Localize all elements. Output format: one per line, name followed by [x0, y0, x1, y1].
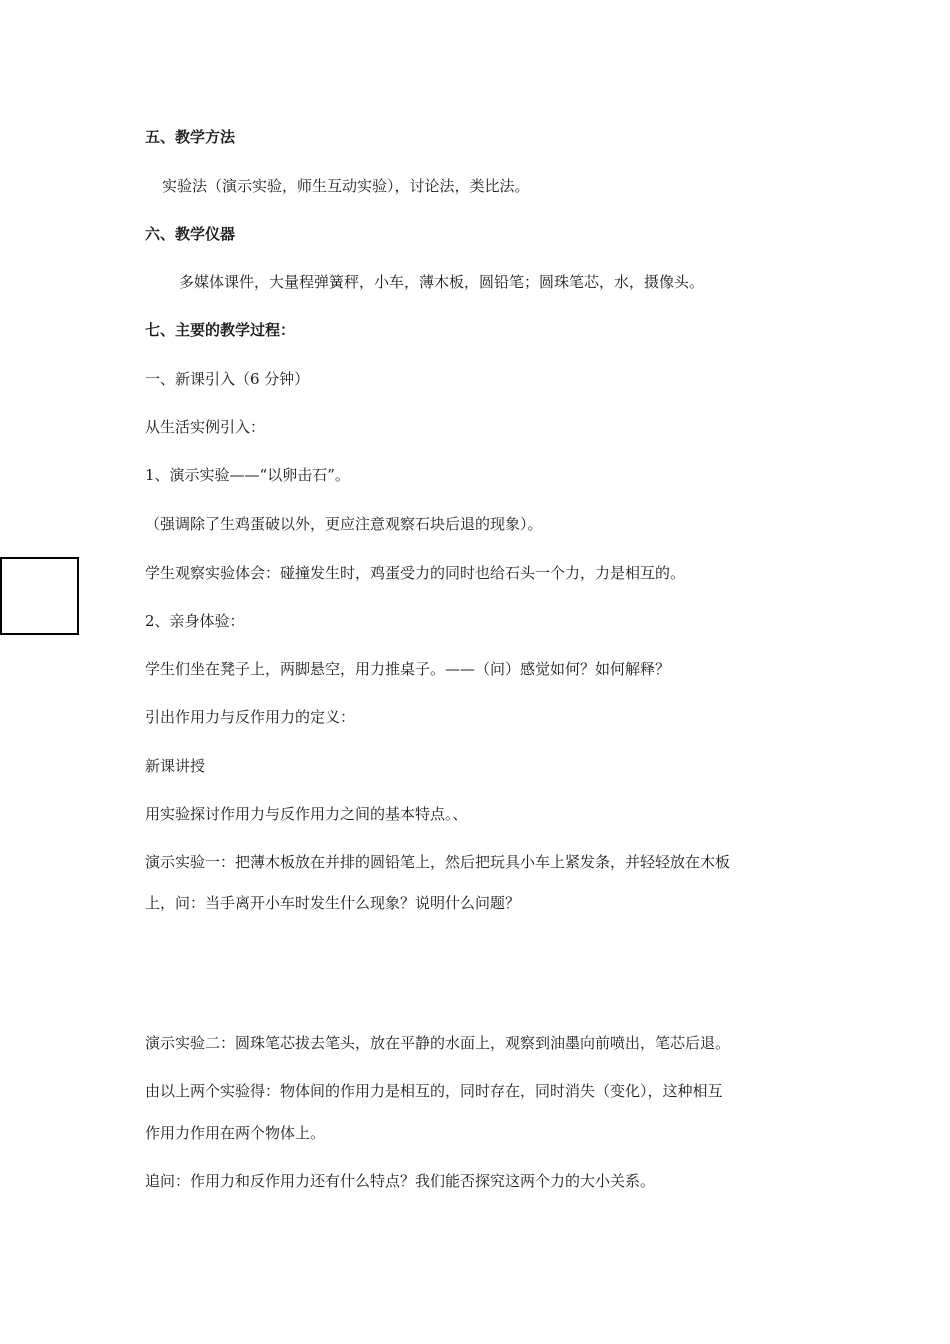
- intro-from-life: 从生活实例引入：: [145, 418, 266, 436]
- demo1-observation: 学生观察实验体会：碰撞发生时，鸡蛋受力的同时也给石头一个力，力是相互的。: [145, 564, 686, 582]
- teaching-process-heading: 七、主要的教学过程：: [145, 321, 296, 339]
- teaching-methods-text: 实验法（演示实验，师生互动实验），讨论法，类比法。: [162, 177, 530, 195]
- teaching-equipment-heading: 六、教学仪器: [145, 225, 236, 243]
- intro-title: 一、新课引入（6 分钟）: [145, 370, 310, 388]
- teaching-methods-heading: 五、教学方法: [145, 128, 236, 146]
- experiment1-line1: 演示实验一：把薄木板放在并排的圆铅笔上，然后把玩具小车上紧发条，并轻轻放在木板: [145, 853, 731, 871]
- demo1-note: （强调除了生鸡蛋破以外，更应注意观察石块后退的现象）。: [145, 515, 543, 533]
- experience-text: 学生们坐在凳子上，两脚悬空，用力推桌子。——（问）感觉如何？如何解释？: [145, 660, 671, 678]
- new-lesson-label: 新课讲授: [145, 757, 206, 775]
- conclusion-line2: 作用力作用在两个物体上。: [145, 1124, 326, 1142]
- explore-features-text: 用实验探讨作用力与反作用力之间的基本特点。、: [145, 805, 468, 823]
- demo1-title: 1、演示实验——“以卵击石”。: [145, 466, 350, 484]
- experience-title: 2、亲身体验：: [145, 612, 245, 630]
- definition-lead: 引出作用力与反作用力的定义：: [145, 708, 356, 726]
- experiment1-line2: 上，问：当手离开小车时发生什么现象？说明什么问题？: [145, 894, 521, 912]
- conclusion-line1: 由以上两个实验得：物体间的作用力是相互的，同时存在，同时消失（变化），这种相互: [145, 1082, 723, 1100]
- follow-up-question: 追问：作用力和反作用力还有什么特点？我们能否探究这两个力的大小关系。: [145, 1172, 656, 1190]
- margin-box: [0, 557, 79, 635]
- experiment2-text: 演示实验二：圆珠笔芯拔去笔头，放在平静的水面上，观察到油墨向前喷出，笔芯后退。: [145, 1034, 731, 1052]
- teaching-equipment-text: 多媒体课件，大量程弹簧秤，小车，薄木板，圆铅笔；圆珠笔芯，水，摄像头。: [179, 273, 705, 291]
